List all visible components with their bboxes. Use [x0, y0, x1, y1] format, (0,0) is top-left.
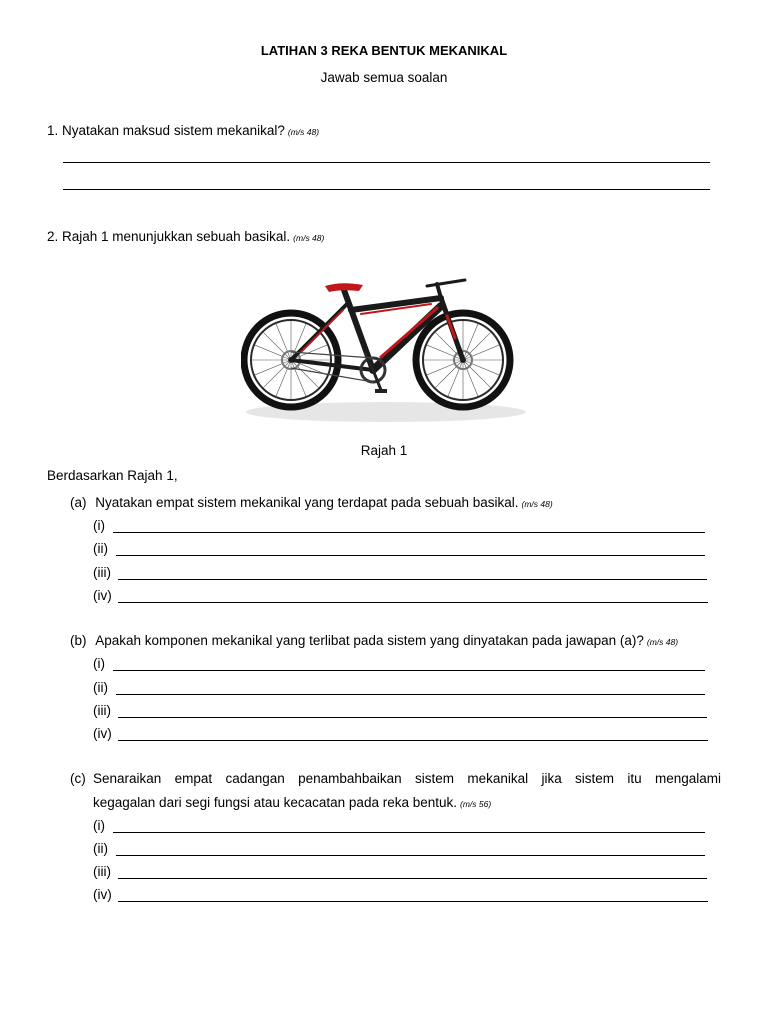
question-1-ref: (m/s 48)	[287, 127, 320, 137]
part-a-text: Nyatakan empat sistem mekanikal yang terdapat pada sebuah basikal.	[95, 495, 519, 510]
part-b-label: (b)	[70, 633, 87, 648]
answer-line[interactable]	[118, 740, 708, 741]
part-b-item-ii: (ii)	[93, 680, 108, 695]
part-c-ref: (m/s 56)	[460, 799, 492, 809]
answer-line[interactable]	[118, 602, 708, 603]
answer-line[interactable]	[116, 694, 705, 695]
question-2	[47, 229, 324, 244]
part-c-text-line2: kegagalan dari segi fungsi atau kecacatan pada reka bentuk.	[93, 795, 458, 810]
part-c-label: (c)	[70, 771, 86, 786]
part-a-label: (a)	[70, 495, 87, 510]
answer-line[interactable]	[116, 855, 705, 856]
answer-line[interactable]	[63, 189, 710, 190]
part-b-item-iii: (iii)	[93, 703, 111, 718]
part-c-item-ii: (ii)	[93, 841, 108, 856]
part-a-item-ii: (ii)	[93, 541, 108, 556]
part-a-ref: (m/s 48)	[521, 499, 553, 509]
question-1	[47, 123, 319, 138]
answer-line[interactable]	[116, 555, 705, 556]
answer-line[interactable]	[118, 579, 707, 580]
page-subtitle: Jawab semua soalan	[320, 70, 448, 85]
part-c-item-i: (i)	[93, 818, 105, 833]
part-a-item-iii: (iii)	[93, 565, 111, 580]
page-title: LATIHAN 3 REKA BENTUK MEKANIKAL	[260, 43, 508, 58]
part-c-line2	[93, 795, 491, 810]
part-a-item-iv: (iv)	[93, 588, 112, 603]
bicycle-image	[241, 262, 531, 432]
answer-line[interactable]	[113, 670, 705, 671]
answer-line[interactable]	[113, 832, 705, 833]
question-1-text: 1. Nyatakan maksud sistem mekanikal?	[47, 123, 285, 138]
part-b-item-iv: (iv)	[93, 726, 112, 741]
question-2-ref: (m/s 48)	[293, 233, 325, 243]
part-b-ref: (m/s 48)	[646, 637, 679, 647]
answer-line[interactable]	[113, 532, 705, 533]
answer-line[interactable]	[63, 162, 710, 163]
answer-line[interactable]	[118, 901, 708, 902]
answer-line[interactable]	[118, 878, 707, 879]
part-c-item-iii: (iii)	[93, 864, 111, 879]
part-c-item-iv: (iv)	[93, 887, 112, 902]
part-a	[70, 495, 553, 510]
answer-line[interactable]	[118, 717, 707, 718]
part-b	[70, 633, 678, 648]
question-2-text: 2. Rajah 1 menunjukkan sebuah basikal.	[47, 229, 291, 244]
part-b-item-i: (i)	[93, 656, 105, 671]
part-c-text-line1: Senaraikan empat cadangan penambahbaikan sistem mekanikal jika sistem itu mengalami	[93, 771, 721, 786]
figure-caption: Rajah 1	[360, 443, 408, 458]
part-b-text: Apakah komponen mekanikal yang terlibat pada sistem yang dinyatakan pada jawapan (a)?	[95, 633, 644, 648]
part-a-item-i: (i)	[93, 518, 105, 533]
question-2-lead: Berdasarkan Rajah 1,	[47, 468, 178, 483]
